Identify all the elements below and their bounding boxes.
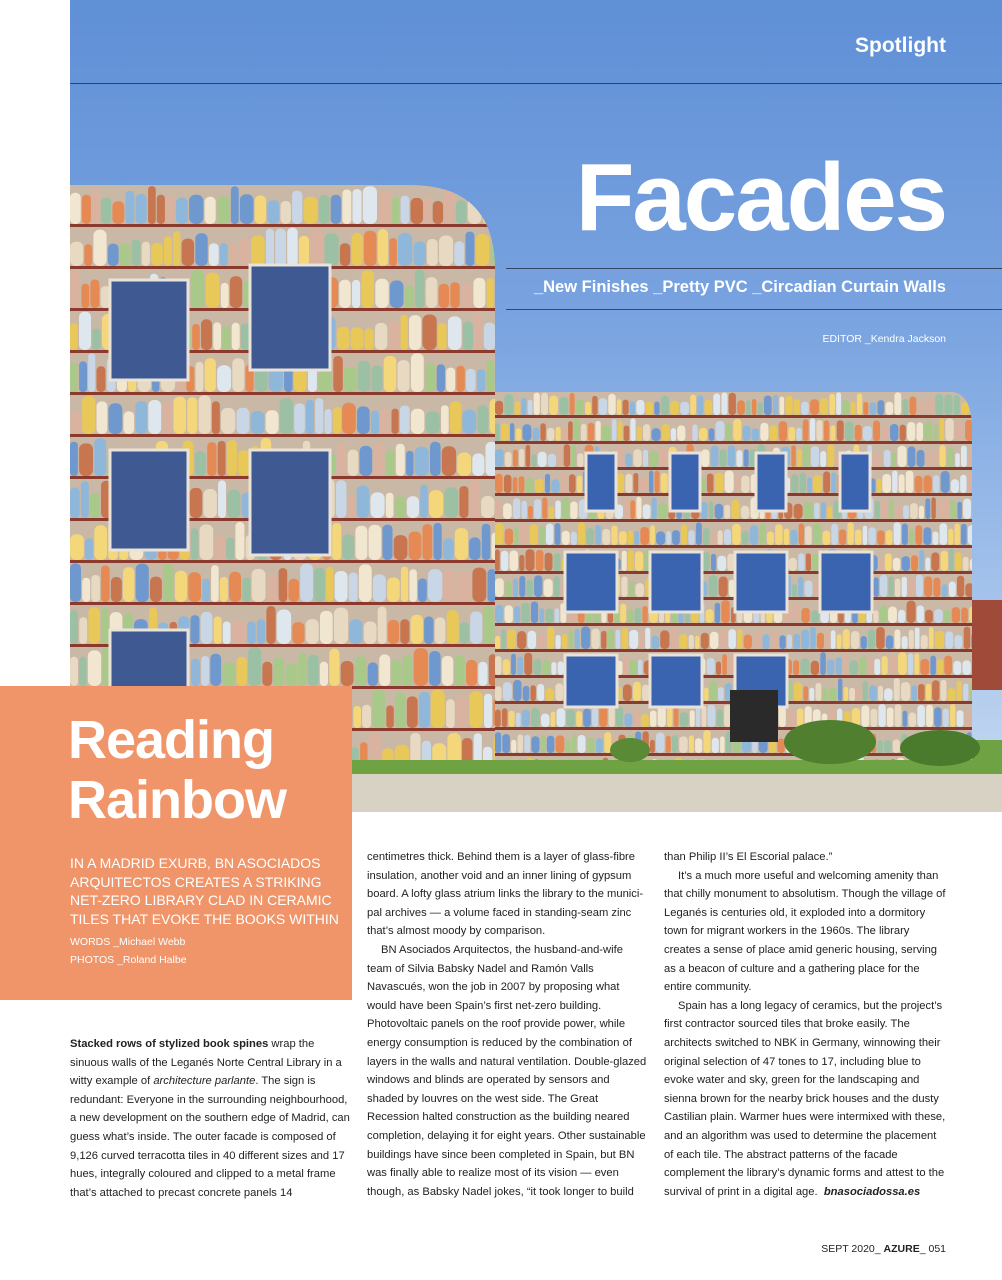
article-headline — [68, 710, 286, 830]
page-folio — [821, 1243, 946, 1255]
lead-in: Stacked rows of stylized book spines — [70, 1038, 269, 1050]
paragraph: centimetres thick. Behind them is a layer of glass-fibre insulation, another void and an inner lining of gypsum board. A lofty glass atrium links the library to the municipal archives — a volume faced in standing-seam zinc that’s almost moody by comparison. — [367, 851, 644, 938]
magazine-name: AZURE — [883, 1243, 920, 1255]
text-run: Spain has a long legacy of ceramics, but the project’s first contractor sourced tiles that broke easily. The architects switched to NBK in Germany, winnowing their original selection of 47 tones to 17, including blue to evoke water and sky, green for the landscaping and sienna brown for the nearby brick houses and the dusty Castilian plain. Warmer hues were intermixed with these, and an algorithm was used to determine the placement of each tile. The abstract patterns of the facade complement the library’s dynamic forms and attest to the survival of print in a digital age. — [664, 999, 946, 1198]
window — [820, 552, 872, 612]
text-run: . The sign is redundant: Everyone in the surrounding neighbourhood, a new development on the southern edge of Madrid, can guess what’s inside. The outer facade is composed of 9,126 curved terracotta tiles in 40 different sizes and 17 hues, integrally coloured and clipped to a metal frame that’s attached to precast concrete panels 14 — [70, 1075, 350, 1199]
section-title: Facades — [575, 144, 946, 251]
emphasis: architecture parlante — [153, 1075, 256, 1088]
headline-line-1: Reading — [68, 710, 275, 770]
window — [756, 453, 786, 511]
shrub — [900, 730, 980, 766]
paragraph — [70, 1035, 352, 1202]
paragraph: than Philip II’s El Escorial palace.” — [664, 851, 833, 863]
window — [670, 453, 700, 511]
text-run: wrap the sinuous walls of the Leganés Norte Central Library in a witty example of — [70, 1038, 342, 1088]
section-subtopics: _New Finishes _Pretty PVC _Circadian Curtain Walls — [533, 278, 946, 296]
body-column-3 — [664, 848, 948, 1201]
window — [250, 265, 330, 370]
body-column-2 — [367, 848, 647, 1201]
section-label: Spotlight — [855, 34, 946, 57]
photos-credit: PHOTOS _Roland Halbe — [70, 954, 187, 966]
window — [565, 552, 617, 612]
shrub — [610, 738, 650, 762]
words-credit: WORDS _Michael Webb — [70, 936, 186, 948]
window — [565, 655, 617, 707]
page-number: _ 051 — [919, 1243, 946, 1255]
window — [110, 630, 188, 690]
background-building — [970, 600, 1002, 690]
window — [110, 450, 188, 550]
window — [110, 280, 188, 380]
window — [735, 552, 787, 612]
title-rule-top — [506, 268, 1002, 269]
header-rule — [70, 83, 1002, 84]
website-link[interactable]: bnasociadossa.es — [823, 1185, 921, 1198]
window — [250, 450, 330, 555]
article-dek: IN A MADRID EXURB, BN ASOCIADOS ARQUITECTOS CREATES A STRIKING NET-ZERO LIBRARY CLAD IN CERAMIC TILES THAT EVOKE THE BOOKS WITHIN — [70, 855, 339, 927]
window — [650, 552, 702, 612]
window — [650, 655, 702, 707]
paragraph: It’s a much more useful and welcoming amenity than that chilly monument to absolutism. Though the village of Leganés is centuries old, it exploded into a dormitory town for migrant workers in the 1960s. The library creates a sense of place amid generic housing, serving as a beacon of culture and a gathering place for the entire community. — [664, 869, 946, 994]
body-column-1 — [70, 1035, 352, 1202]
headline-panel — [0, 686, 352, 1000]
entrance-sign — [730, 690, 778, 742]
issue-date: SEPT 2020_ — [821, 1243, 884, 1255]
editor-credit: EDITOR _Kendra Jackson — [822, 333, 946, 345]
paragraph: BN Asociados Arquitectos, the husband-and-wife team of Silvia Babsky Nadel and Ramón Valls Navascués, won the job in 2007 by proposing what would have been Spain’s first net-zero building. Photovoltaic panels on the roof provide power, while energy consumption is reduced by the combination of layers in the walls and natural ventilation. Double-glazed windows and blinds are operated by sensors and shaded by louvres on the west side. The Great Recession halted construction as the building neared completion, delaying it for eight years. Other sustainable buildings have since been completed in Spain, but BN was finally able to realize most of its vision — even though, as Babsky Nadel jokes, “it took longer to build — [367, 943, 647, 1198]
window — [586, 453, 616, 511]
headline-line-2: Rainbow — [68, 770, 286, 830]
paragraph — [664, 997, 948, 1202]
window — [840, 453, 870, 511]
title-rule-bottom — [506, 309, 1002, 310]
shrub — [784, 720, 876, 764]
